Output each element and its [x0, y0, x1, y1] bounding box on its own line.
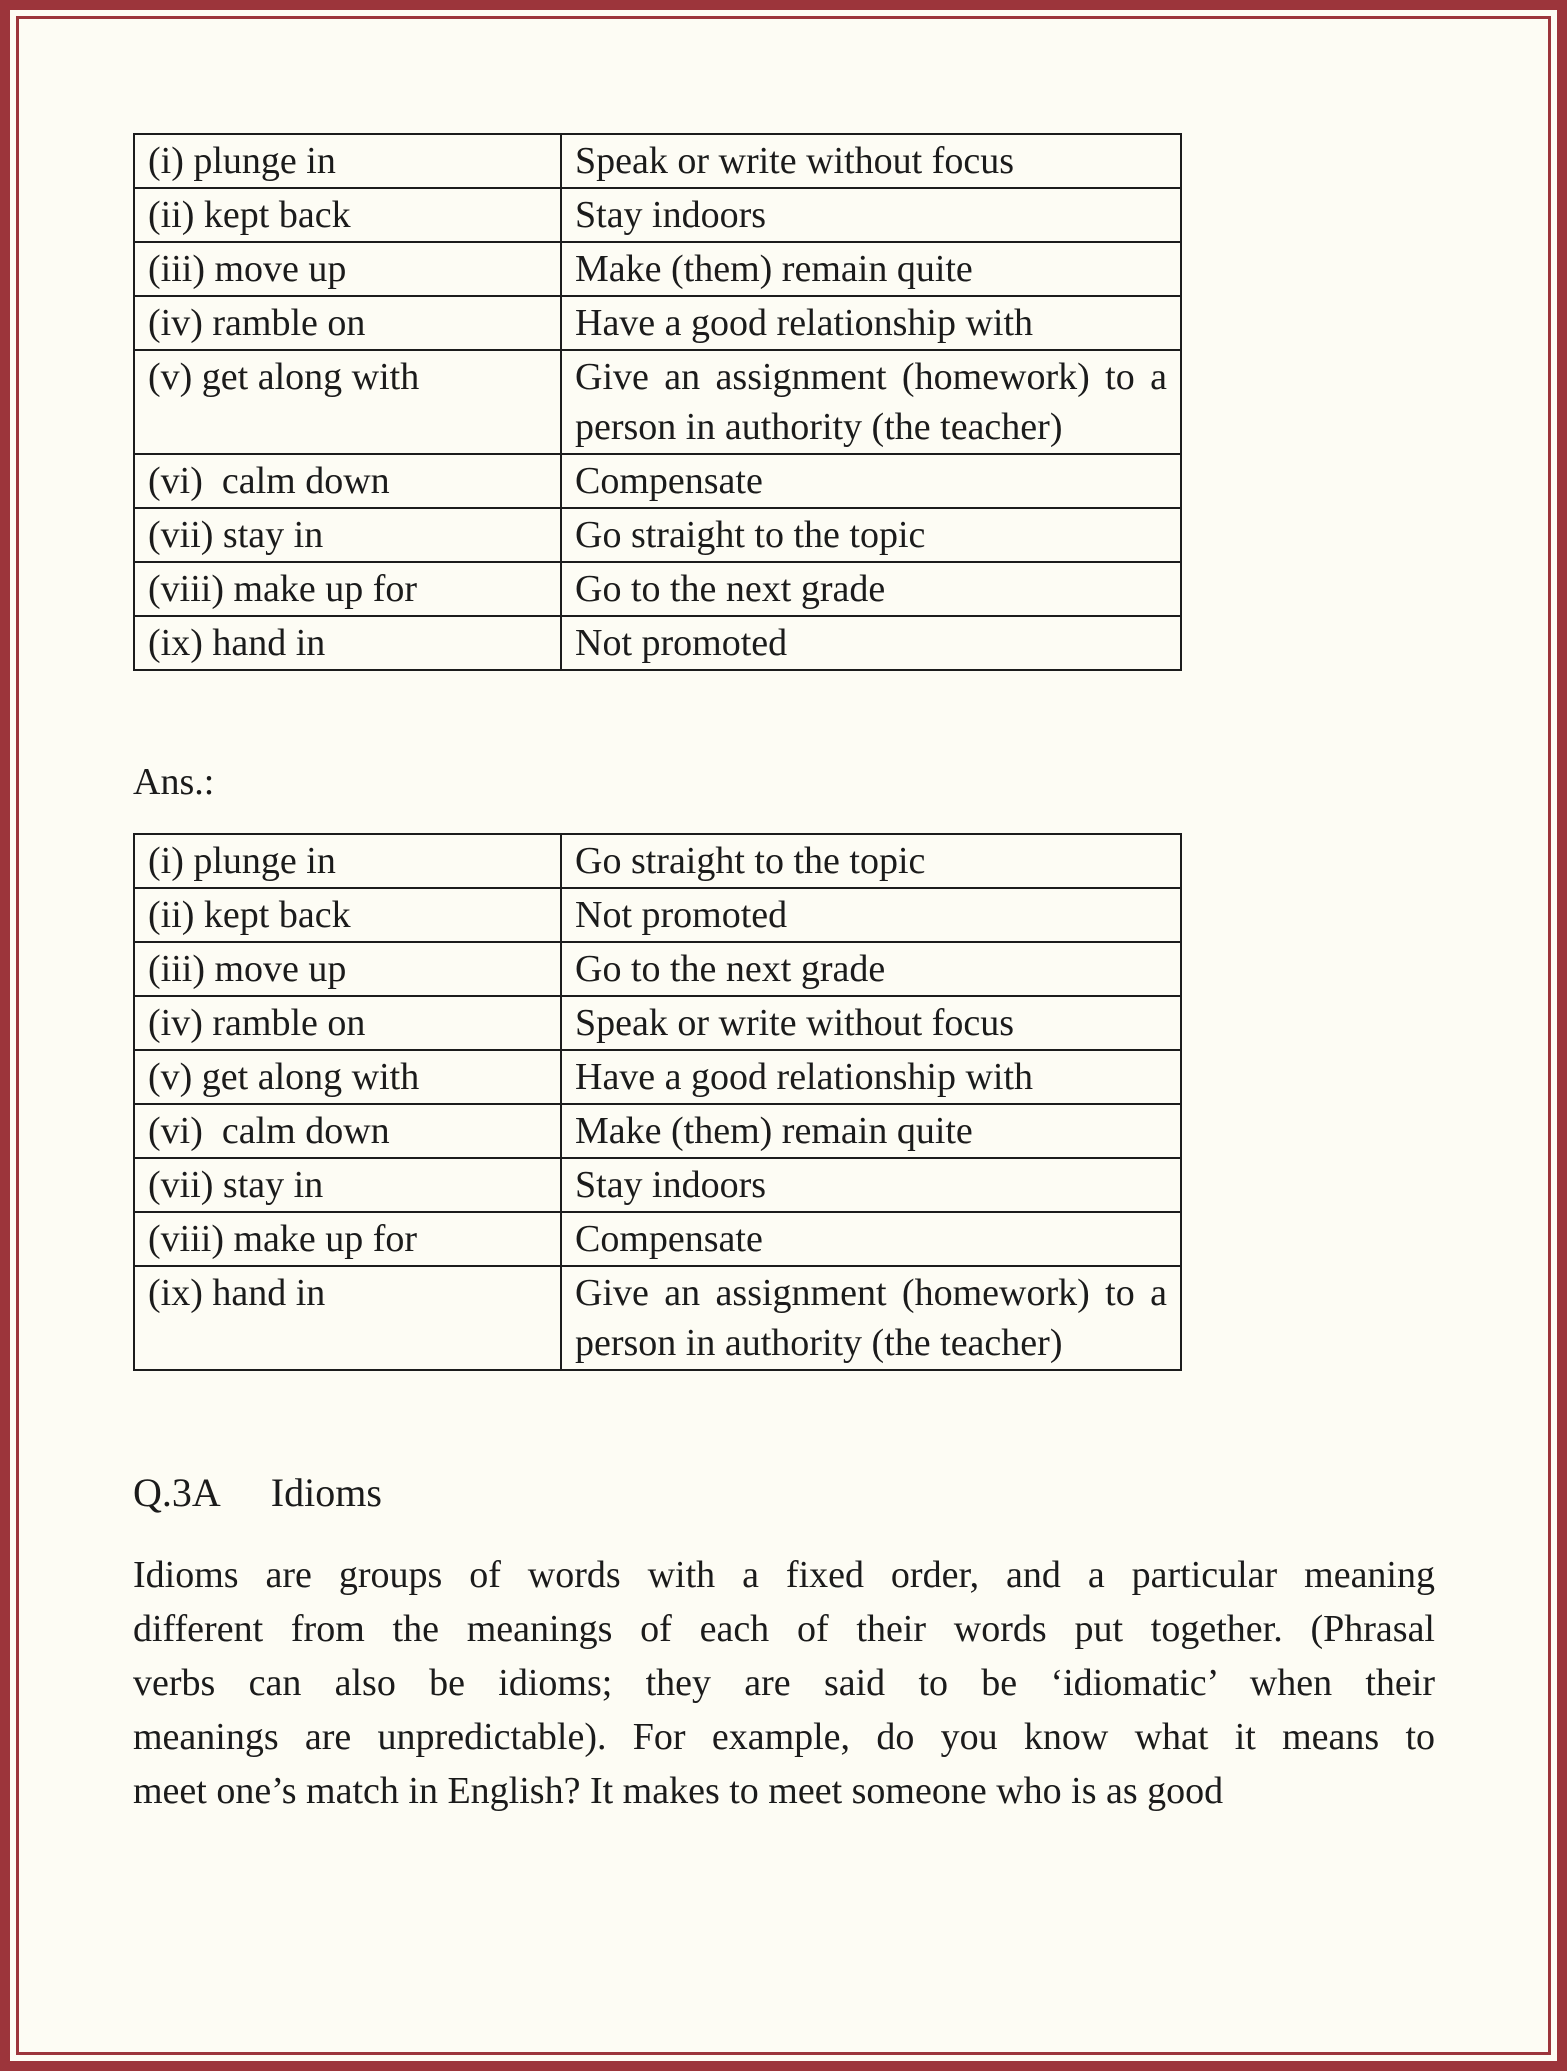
phrase-cell: (ix) hand in: [134, 616, 561, 670]
section-title: Idioms: [270, 1470, 382, 1515]
meaning-cell: Speak or write without focus: [561, 996, 1181, 1050]
phrase-cell: (i) plunge in: [134, 134, 561, 188]
answer-table-body: [134, 834, 1181, 1370]
phrase-cell: (iii) move up: [134, 942, 561, 996]
meaning-cell: Not promoted: [561, 888, 1181, 942]
phrase-cell: (vii) stay in: [134, 1158, 561, 1212]
table-row: [134, 188, 1181, 242]
table-row: [134, 350, 1181, 454]
idioms-paragraph: [133, 1548, 1435, 1818]
meaning-cell: Go to the next grade: [561, 942, 1181, 996]
meaning-cell: Give an assignment (homework) to a person in authority (the teacher): [561, 350, 1181, 454]
meaning-cell: Give an assignment (homework) to a person in authority (the teacher): [561, 1266, 1181, 1370]
table-row: [134, 296, 1181, 350]
meaning-cell: Compensate: [561, 1212, 1181, 1266]
table-row: [134, 1104, 1181, 1158]
meaning-cell: Stay indoors: [561, 1158, 1181, 1212]
section-number: Q.3A: [133, 1470, 221, 1515]
table-row: [134, 942, 1181, 996]
meaning-cell: Not promoted: [561, 616, 1181, 670]
section-heading: [133, 1466, 1435, 1519]
table-row: [134, 562, 1181, 616]
phrase-cell: (iv) ramble on: [134, 996, 561, 1050]
phrase-cell: (vii) stay in: [134, 508, 561, 562]
phrase-cell: (vi) calm down: [134, 1104, 561, 1158]
meaning-cell: Have a good relationship with: [561, 1050, 1181, 1104]
table-row: [134, 134, 1181, 188]
phrase-cell: (viii) make up for: [134, 562, 561, 616]
phrase-cell: (iv) ramble on: [134, 296, 561, 350]
phrasal-verbs-question-table: [133, 133, 1182, 671]
meaning-cell: Compensate: [561, 454, 1181, 508]
meaning-cell: Go straight to the topic: [561, 834, 1181, 888]
page-content: [133, 0, 1435, 1818]
paragraph-line: verbs can also be idioms; they are said to be ‘idiomatic’ when their: [133, 1662, 1435, 1704]
table-row: [134, 834, 1181, 888]
phrase-cell: (i) plunge in: [134, 834, 561, 888]
paragraph-line: meanings are unpredictable). For example, do you know what it means to: [133, 1716, 1435, 1758]
table-row: [134, 242, 1181, 296]
table-row: [134, 1266, 1181, 1370]
meaning-cell: Go to the next grade: [561, 562, 1181, 616]
table-row: [134, 508, 1181, 562]
table-row: [134, 888, 1181, 942]
paragraph-line: Idioms are groups of words with a fixed order, and a particular meaning: [133, 1554, 1435, 1596]
phrase-cell: (ii) kept back: [134, 888, 561, 942]
phrasal-verbs-answer-table: [133, 833, 1182, 1371]
question-table-body: [134, 134, 1181, 670]
table-row: [134, 1050, 1181, 1104]
phrase-cell: (v) get along with: [134, 350, 561, 454]
table-row: [134, 1158, 1181, 1212]
meaning-cell: Make (them) remain quite: [561, 1104, 1181, 1158]
answer-label: Ans.:: [133, 761, 215, 803]
phrase-cell: (iii) move up: [134, 242, 561, 296]
phrase-cell: (v) get along with: [134, 1050, 561, 1104]
meaning-cell: Go straight to the topic: [561, 508, 1181, 562]
table-row: [134, 616, 1181, 670]
phrase-cell: (ii) kept back: [134, 188, 561, 242]
meaning-cell: Speak or write without focus: [561, 134, 1181, 188]
phrase-cell: (viii) make up for: [134, 1212, 561, 1266]
table-row: [134, 454, 1181, 508]
paragraph-line: meet one’s match in English? It makes to meet someone who is as good: [133, 1770, 1224, 1812]
table-row: [134, 1212, 1181, 1266]
meaning-cell: Make (them) remain quite: [561, 242, 1181, 296]
phrase-cell: (ix) hand in: [134, 1266, 561, 1370]
phrase-cell: (vi) calm down: [134, 454, 561, 508]
meaning-cell: Stay indoors: [561, 188, 1181, 242]
meaning-cell: Have a good relationship with: [561, 296, 1181, 350]
table-row: [134, 996, 1181, 1050]
paragraph-line: different from the meanings of each of their words put together. (Phrasal: [133, 1608, 1435, 1650]
